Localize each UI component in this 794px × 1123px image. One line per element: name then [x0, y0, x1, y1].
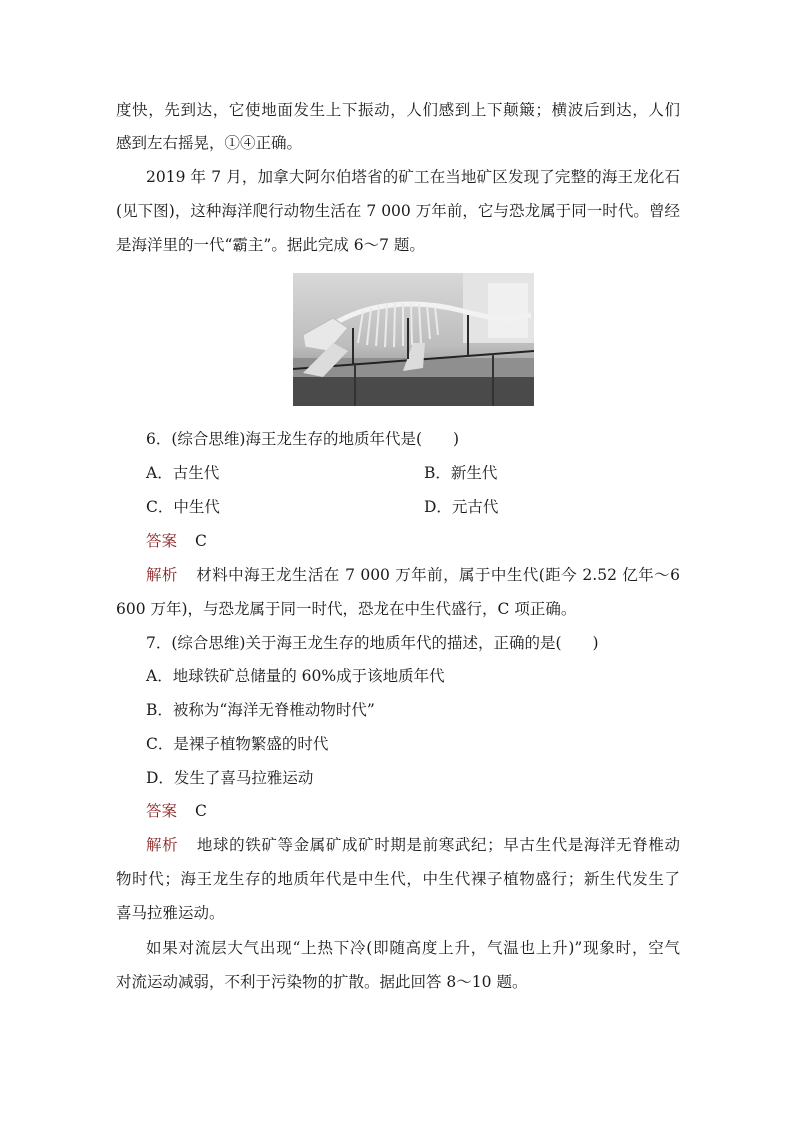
question-7-option-c: C．是裸子植物繁盛的时代 [146, 735, 329, 753]
analysis-text: 地球的铁矿等金属矿成矿时期是前寒武纪；早古生代是海洋无脊椎动 [196, 836, 680, 854]
answer-label: 答案 [146, 802, 178, 820]
analysis-label: 解析 [146, 836, 179, 854]
material-line: (见下图)，这种海洋爬行动物生活在 7 000 万年前，它与恐龙属于同一时代。曾经 [116, 202, 680, 220]
fossil-skeleton-illustration [293, 273, 534, 406]
question-6-option-b: B．新生代 [424, 464, 498, 482]
question-7-stem: 7．(综合思维)关于海王龙生存的地质年代的描述，正确的是( ) [146, 634, 599, 652]
material-line: 是海洋里的一代“霸主”。据此完成 6～7 题。 [116, 236, 425, 254]
analysis-line: 600 万年)，与恐龙属于同一时代，恐龙在中生代盛行，C 项正确。 [116, 600, 577, 618]
question-7-answer [146, 801, 207, 821]
mosasaur-fossil-photo [293, 273, 534, 406]
material-line: 对流运动减弱，不利于污染物的扩散。据此回答 8～10 题。 [116, 973, 528, 991]
analysis-line: 喜马拉雅运动。 [116, 904, 225, 922]
paragraph-line: 度快，先到达，它使地面发生上下振动，人们感到上下颠簸；横波后到达，人们 [116, 101, 680, 119]
question-7-option-d: D．发生了喜马拉雅运动 [146, 769, 314, 787]
material-line: 如果对流层大气出现“上热下冷(即随高度上升，气温也上升)”现象时，空气 [146, 939, 680, 957]
question-7-analysis [146, 835, 680, 855]
answer-value: C [195, 802, 207, 820]
material-line: 2019 年 7 月，加拿大阿尔伯塔省的矿工在当地矿区发现了完整的海王龙化石 [146, 168, 680, 186]
question-6-answer [146, 531, 207, 551]
question-7-option-a: A．地球铁矿总储量的 60%成于该地质年代 [146, 667, 445, 685]
question-6-option-c: C．中生代 [146, 498, 220, 516]
question-6-analysis [146, 565, 680, 585]
question-7-option-b: B．被称为“海洋无脊椎动物时代” [146, 701, 375, 719]
question-6-option-a: A．古生代 [146, 464, 220, 482]
question-6-option-d: D．元古代 [424, 498, 499, 516]
question-6-stem: 6．(综合思维)海王龙生存的地质年代是( ) [146, 430, 460, 448]
analysis-text: 材料中海王龙生活在 7 000 万年前，属于中生代(距今 2.52 亿年～6 [195, 566, 680, 584]
analysis-label: 解析 [146, 566, 178, 584]
answer-value: C [195, 532, 207, 550]
analysis-line: 物时代；海王龙生存的地质年代是中生代，中生代裸子植物盛行；新生代发生了 [116, 870, 680, 888]
answer-label: 答案 [146, 532, 178, 550]
paragraph-line: 感到左右摇晃，①④正确。 [116, 134, 303, 152]
